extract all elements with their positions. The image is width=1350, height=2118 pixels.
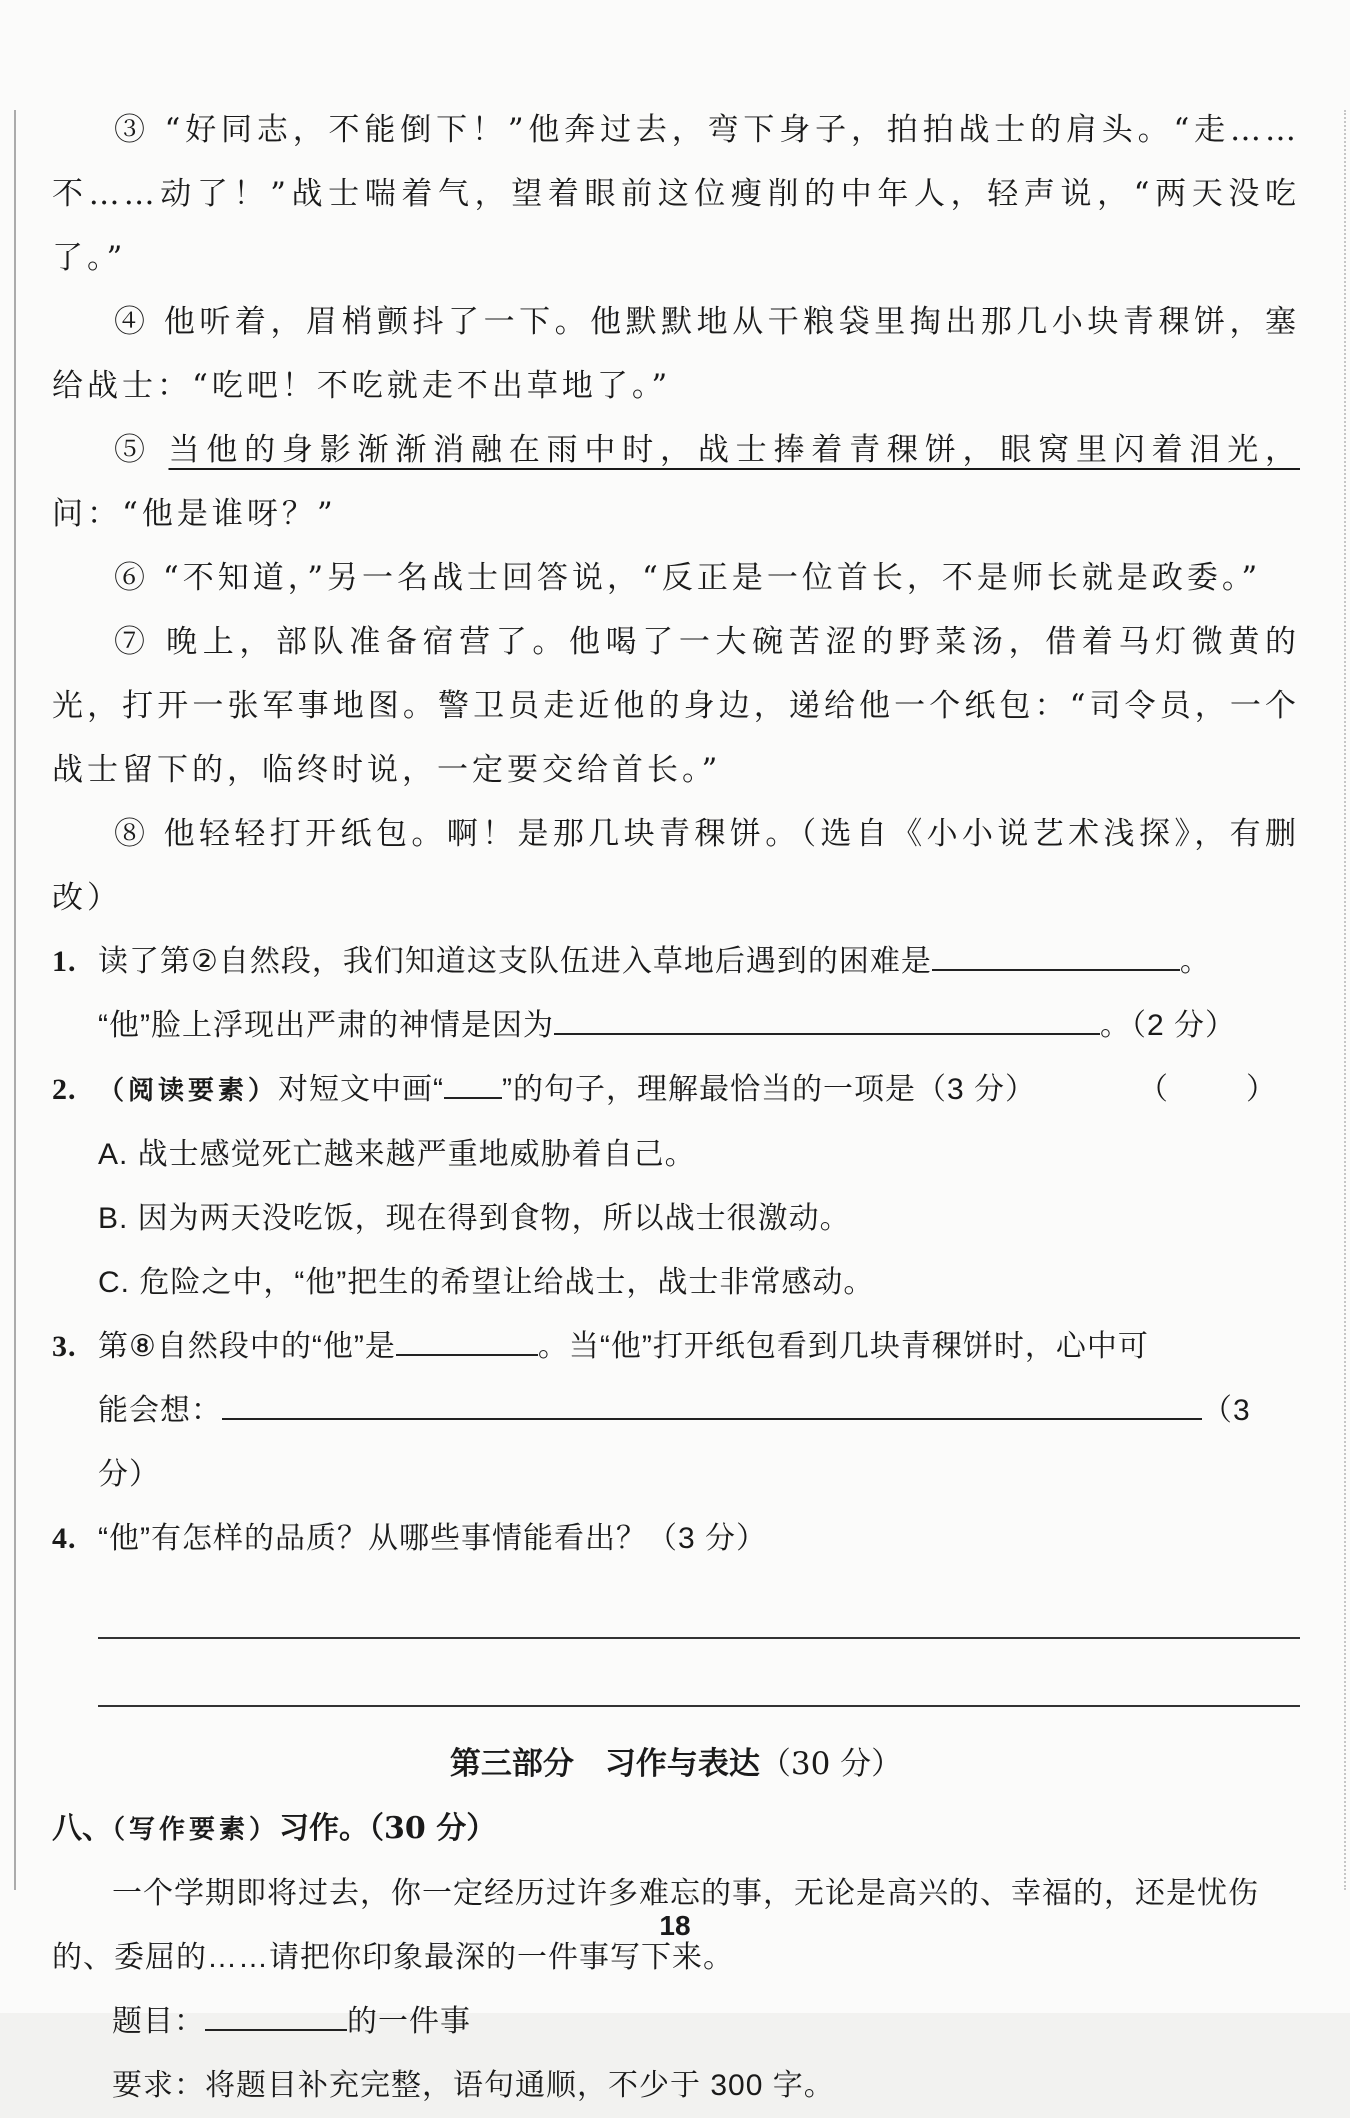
question-2-tag: （阅读要素） [98,1076,279,1106]
question-3-text-b: 。当“他”打开纸包看到几块青稞饼时，心中可 [537,1330,1149,1363]
question-3-score: （3 分） [98,1394,1251,1491]
question-2 [52,1058,1300,1123]
question-1 [52,930,1300,994]
page-content [52,98,1300,2118]
question-3 [52,1315,1300,1379]
option-c: C. 危险之中，“他”把生的希望让给战士，战士非常感动。 [98,1266,875,1299]
paragraph-5-number: ⑤ [114,432,152,468]
question-1-text: 读了第②自然段，我们知道这支队伍进入草地后遇到的困难是 [98,945,932,978]
section-title-score: （30 分） [759,1746,903,1782]
left-binding-line [14,110,16,1890]
question-3-blank-a[interactable] [396,1324,538,1356]
task-eight-text: 习作。（30 分） [279,1811,497,1846]
question-3-text-c: 能会想： [98,1394,222,1427]
question-1-text-b: “他”脸上浮现出严肃的神情是因为 [98,1009,554,1042]
question-4-answer-line-2[interactable] [98,1639,1300,1707]
passage-paragraph-5 [52,418,1300,546]
question-4-number: 4. [52,1522,77,1555]
question-1-score: 。（2 分） [1099,1009,1237,1042]
question-2-number: 2. [52,1073,77,1106]
question-1-blank-b[interactable] [554,1003,1100,1035]
section-title-text: 第三部分 习作与表达 [449,1746,760,1782]
underlined-sentence: 当他的身影渐渐消融在雨中时，战士捧着青稞饼，眼窝里闪着泪光， [168,432,1300,468]
passage-paragraph-3: ③ “好同志，不能倒下！”他奔过去，弯下身子，拍拍战士的肩头。“走……不……动了！”战士喘着气，望着眼前这位瘦削的中年人，轻声说，“两天没吃了。” [52,112,1300,276]
question-2-text-b: ”的句子，理解最恰当的一项是（3 分） [502,1073,1037,1106]
question-1-part-2 [52,994,1300,1058]
page-number: 18 [659,1910,691,1941]
question-1-period: 。 [1179,945,1211,978]
passage-paragraph-7: ⑦ 晚上，部队准备宿营了。他喝了一大碗苦涩的野菜汤，借着马灯微黄的光，打开一张军事地图。警卫员走近他的身边，递给他一个纸包：“司令员，一个战士留下的，临终时说，一定要交给首长。” [52,624,1300,788]
essay-prompt: 一个学期即将过去，你一定经历过许多难忘的事，无论是高兴的、幸福的，还是忧伤的、委屈的……请把你印象最深的一件事写下来。 [52,1877,1259,1974]
option-a: A. 战士感觉死亡越来越严重地威胁着自己。 [98,1138,696,1171]
question-3-blank-b[interactable] [222,1388,1202,1420]
question-3-number: 3. [52,1330,77,1363]
underline-marker-sample [444,1067,502,1099]
task-eight-tag: （写作要素） [112,1815,280,1845]
answer-parentheses[interactable]: （ ） [1138,1073,1300,1106]
paragraph-5-rest: 问：“他是谁呀？” [52,496,337,532]
section-title [52,1731,1300,1797]
task-eight-heading [52,1797,1300,1862]
question-4 [52,1507,1300,1571]
essay-requirement: 要求：将题目补充完整，语句通顺，不少于 300 字。 [112,2069,835,2102]
question-1-number: 1. [52,945,77,978]
question-3-text-a: 第⑧自然段中的“他”是 [98,1330,396,1363]
topic-blank[interactable] [205,1999,347,2031]
topic-suffix: 的一件事 [347,2005,471,2038]
question-1-blank-a[interactable] [932,939,1180,971]
question-4-text: “他”有怎样的品质？从哪些事情能看出？（3 分） [98,1522,767,1555]
essay-topic [52,1990,1300,2054]
question-4-answer-line-1[interactable] [98,1571,1300,1639]
passage-paragraph-6: ⑥ “不知道，”另一名战士回答说，“反正是一位首长，不是师长就是政委。” [114,560,1262,596]
question-3-part-2 [52,1379,1300,1507]
question-2-text-a: 对短文中画“ [278,1073,445,1106]
right-margin-line [1344,110,1346,1890]
task-eight-label: 八、 [52,1811,112,1846]
passage-paragraph-4: ④ 他听着，眉梢颤抖了一下。他默默地从干粮袋里掏出那几小块青稞饼，塞给战士：“吃吧！不吃就走不出草地了。” [52,304,1300,404]
passage-paragraph-8: ⑧ 他轻轻打开纸包。啊！是那几块青稞饼。（选自《小小说艺术浅探》，有删改） [52,816,1300,916]
option-b: B. 因为两天没吃饭，现在得到食物，所以战士很激动。 [98,1202,851,1235]
topic-label: 题目： [112,2005,205,2038]
